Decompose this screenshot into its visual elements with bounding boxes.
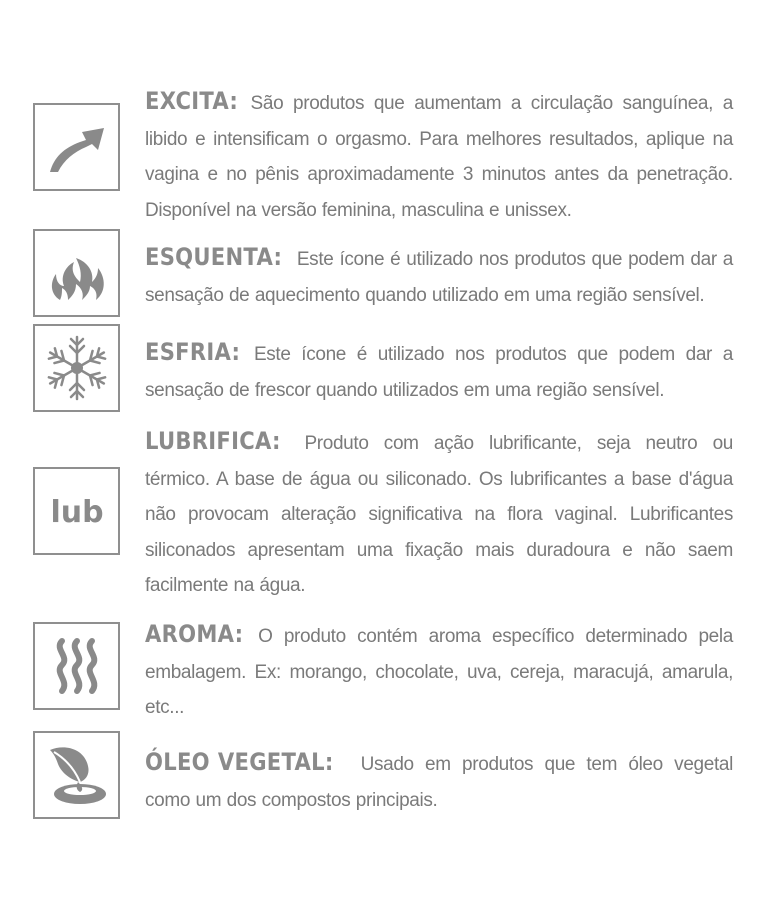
- aroma-waves-icon: [42, 631, 112, 701]
- esquenta-label: ESQUENTA:: [145, 243, 283, 271]
- lub-icon: [42, 476, 112, 546]
- snowflake-icon: [42, 333, 112, 403]
- excita-icon-box: [33, 103, 120, 191]
- lubrifica-label: LUBRIFICA:: [145, 427, 281, 455]
- oleo-vegetal-label: ÓLEO VEGETAL:: [145, 748, 334, 776]
- aroma-text: O produto contém aroma específico determinado pela embalagem. Ex: morango, chocolate, uva, cereja, maracujá, amarula, etc...: [145, 626, 733, 718]
- leaf-oil-drop-icon: [42, 740, 112, 810]
- esquenta-text: Este ícone é utilizado nos produtos que podem dar a sensação de aquecimento quando utilizado em uma região sensível.: [145, 249, 733, 306]
- aroma-icon-box: [33, 622, 120, 710]
- lubrifica-description: [145, 424, 733, 604]
- oleo-vegetal-icon-box: [33, 731, 120, 819]
- lub-icon-text: lub: [49, 495, 104, 530]
- esfria-description: [145, 335, 733, 408]
- lubrifica-icon-box: [33, 467, 120, 555]
- esquenta-description: [145, 240, 733, 313]
- lubrifica-text: Produto com ação lubrificante, seja neutro ou térmico. A base de água ou siliconado. Os lubrificantes a base d'água não provocam alteração significativa na flora vaginal. Lubrificantes siliconados apresentam uma fixação mais duradoura e não saem facilmente na água.: [145, 433, 733, 596]
- oleo-vegetal-description: [145, 745, 733, 818]
- excita-label: EXCITA:: [145, 87, 239, 115]
- aroma-description: [145, 617, 733, 726]
- flame-icon: [42, 238, 112, 308]
- excita-text: São produtos que aumentam a circulação sanguínea, a libido e intensificam o orgasmo. Para melhores resultados, aplique na vagina e no pênis aproximadamente 3 minutos antes da penetração. Disponível na versão feminina, masculina e unissex.: [145, 93, 734, 221]
- aroma-label: AROMA:: [145, 620, 244, 648]
- oleo-vegetal-text: Usado em produtos que tem óleo vegetal como um dos compostos principais.: [145, 754, 733, 811]
- excita-description: [145, 84, 733, 228]
- esquenta-icon-box: [33, 229, 120, 317]
- esfria-text: Este ícone é utilizado nos produtos que podem dar a sensação de frescor quando utilizados em uma região sensível.: [145, 344, 733, 401]
- esfria-icon-box: [33, 324, 120, 412]
- arrow-up-right-icon: [42, 112, 112, 182]
- esfria-label: ESFRIA:: [145, 338, 241, 366]
